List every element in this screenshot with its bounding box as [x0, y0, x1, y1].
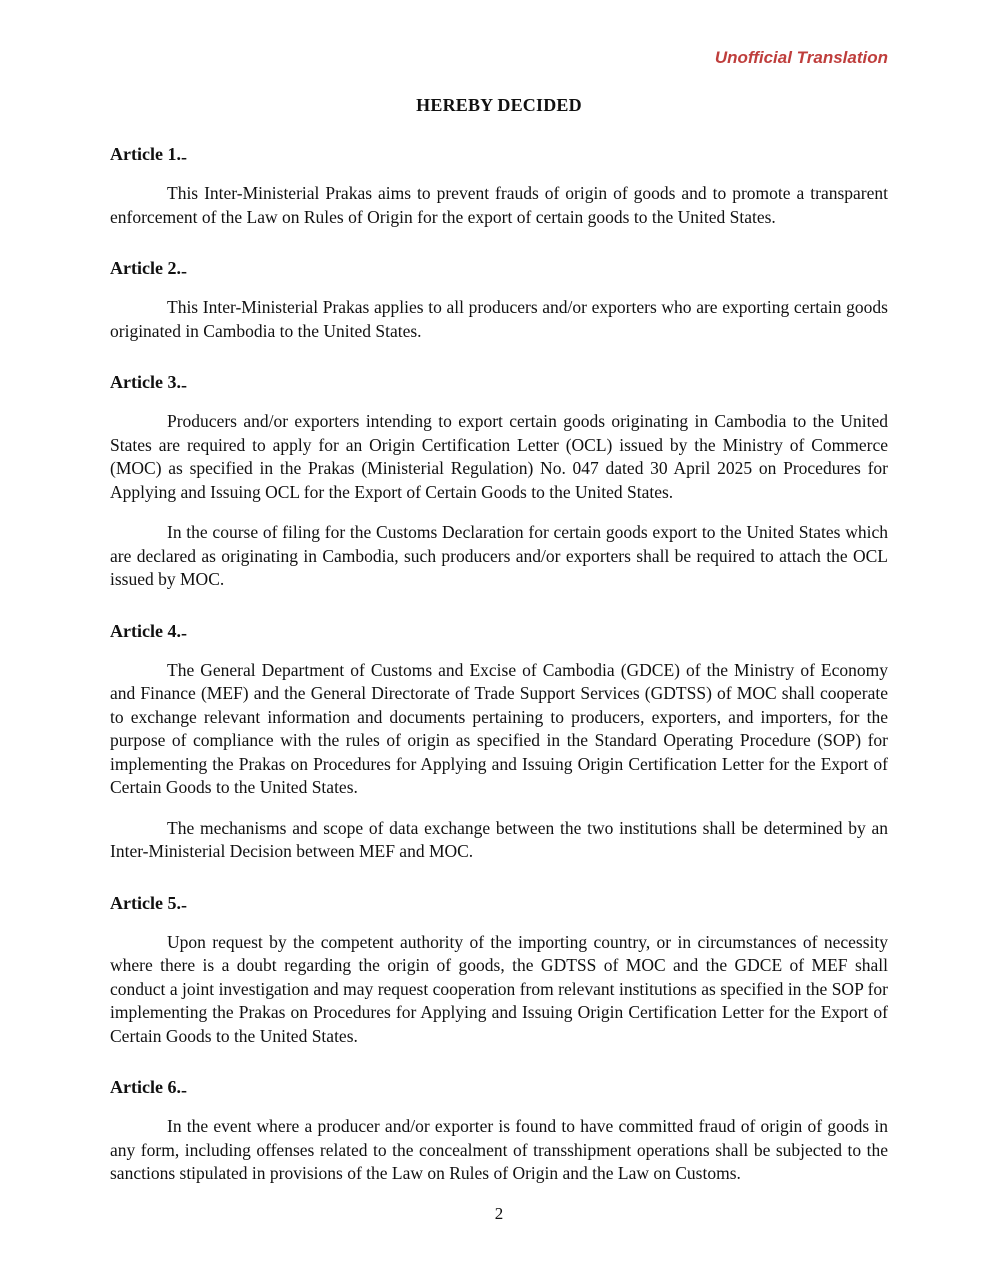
unofficial-translation-watermark: Unofficial Translation	[714, 48, 888, 67]
article-6-heading	[110, 1077, 888, 1098]
article-5-paragraph: Upon request by the competent authority of the importing country, or in circumstances of necessity where there is a doubt regarding the origin of goods, the GDTSS of MOC and the GDCE of MEF shall conduct a joint investigation and may request cooperation from relevant institutions as specified in the SOP for implementing the Prakas on Procedures for Applying and Issuing Origin Certification Letter for the Export of Certain Goods to the United States.	[110, 931, 888, 1046]
article-section-4	[110, 621, 888, 864]
article-section-1	[110, 144, 888, 229]
article-2-label: Article 2.	[110, 258, 181, 278]
article-4-heading	[110, 621, 888, 642]
article-3-dash: -	[180, 374, 187, 395]
article-5-heading	[110, 893, 888, 914]
article-4-paragraph-2: The mechanisms and scope of data exchange between the two institutions shall be determined by an Inter-Ministerial Decision between MEF and MOC.	[110, 817, 888, 861]
article-1-dash: -	[180, 146, 187, 167]
article-5-dash: -	[180, 895, 187, 916]
article-2-paragraph: This Inter-Ministerial Prakas applies to all producers and/or exporters who are exporting certain goods originated in Cambodia to the United States.	[110, 297, 888, 341]
article-2-dash: -	[180, 260, 187, 281]
article-section-5	[110, 893, 888, 1049]
article-2-heading	[110, 258, 888, 279]
article-1-label: Article 1.	[110, 144, 181, 164]
article-4-paragraph-1: The General Department of Customs and Excise of Cambodia (GDCE) of the Ministry of Economy and Finance (MEF) and the General Directorate of Trade Support Services (GDTSS) of MOC shall cooperate to exchange relevant information and documents pertaining to producers, exporters, and importers, for the purpose of compliance with the rules of origin as specified in the Standard Operating Procedure (SOP) for implementing the Prakas on Procedures for Applying and Issuing Origin Certification Letter for the Export of Certain Goods to the United States.	[110, 659, 888, 797]
article-4-label: Article 4.	[110, 620, 181, 641]
article-4-dash: -	[180, 623, 187, 644]
article-6-dash: -	[180, 1079, 187, 1100]
article-3-label: Article 3.	[110, 372, 181, 392]
article-5-label: Article 5.	[110, 892, 181, 913]
page-number: 2	[494, 1203, 504, 1223]
article-section-6	[110, 1077, 888, 1186]
article-6-paragraph: In the event where a producer and/or exporter is found to have committed fraud of origin of goods in any form, including offenses related to the concealment of transshipment operations shall be subjected to the sanctions stipulated in provisions of the Law on Rules of Origin and the Law on Customs.	[110, 1116, 888, 1183]
article-1-heading	[110, 144, 888, 165]
document-title: HEREBY DECIDED	[416, 95, 582, 115]
article-3-paragraph-2: In the course of filing for the Customs Declaration for certain goods export to the United States which are declared as originating in Cambodia, such producers and/or exporters shall be required to attach the OCL issued by MOC.	[110, 522, 888, 589]
article-3-paragraph-1: Producers and/or exporters intending to export certain goods originating in Cambodia to the United States are required to apply for an Origin Certification Letter (OCL) issued by the Ministry of Commerce (MOC) as specified in the Prakas (Ministerial Regulation) No. 047 dated 30 April 2025 on Procedures for Applying and Issuing OCL for the Export of Certain Goods to the United States.	[110, 411, 888, 502]
article-section-3	[110, 372, 888, 592]
article-6-label: Article 6.	[110, 1077, 181, 1097]
article-1-paragraph: This Inter-Ministerial Prakas aims to prevent frauds of origin of goods and to promote a transparent enforcement of the Law on Rules of Origin for the export of certain goods to the United States.	[110, 183, 888, 227]
article-section-2	[110, 258, 888, 343]
article-3-heading	[110, 372, 888, 393]
